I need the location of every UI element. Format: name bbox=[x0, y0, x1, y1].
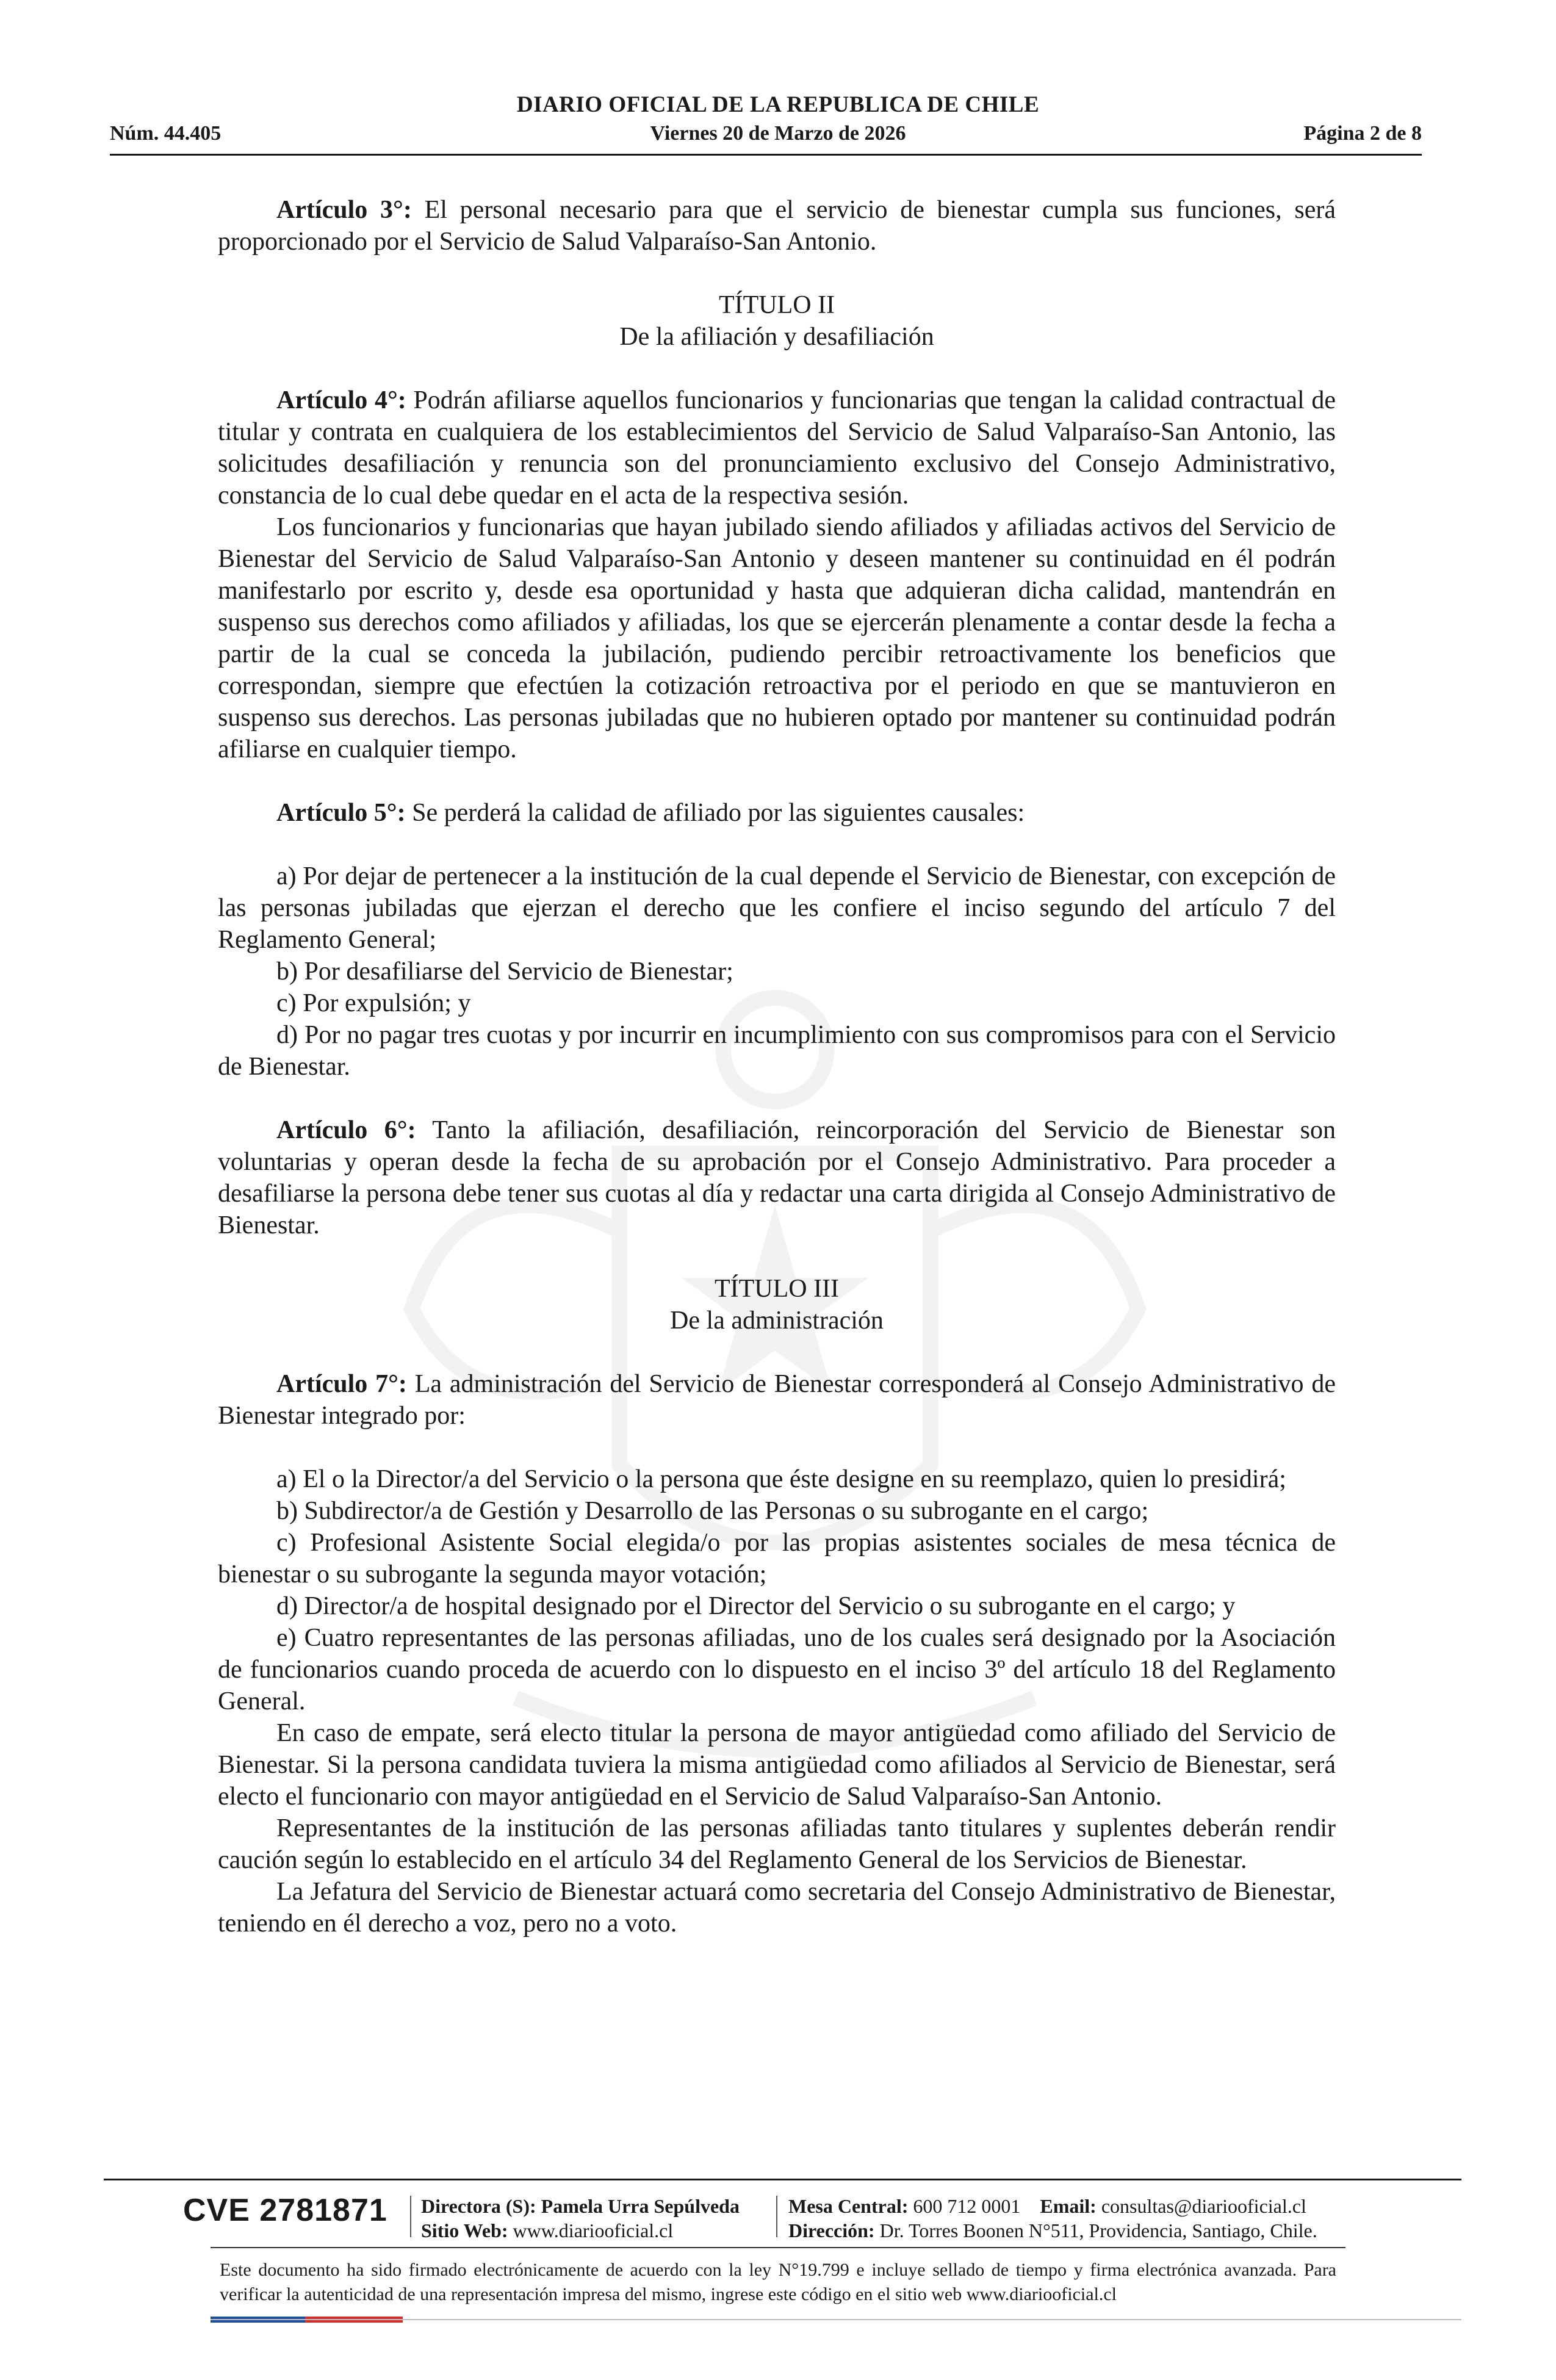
article-6-text: Tanto la afiliación, desafiliación, reincorporación del Servicio de Bienestar son voluntarias y operan desde la fecha de su aprobación por el Consejo Administrativo. Para proceder a desafiliarse la persona debe tener sus cuotas al día y redactar una carta dirigida al Consejo Administrativo de Bienestar. bbox=[218, 1116, 1336, 1239]
article-3 bbox=[218, 194, 1336, 258]
email-link[interactable]: consultas@diariooficial.cl bbox=[1101, 2195, 1306, 2217]
article-4 bbox=[218, 384, 1336, 511]
article-7-item-a: a) El o la Director/a del Servicio o la persona que éste designe en su reemplazo, quien lo presidirá; bbox=[276, 1465, 1286, 1493]
article-6 bbox=[218, 1114, 1336, 1241]
document-body bbox=[218, 194, 1336, 1939]
article-7-item-d: d) Director/a de hospital designado por el Director del Servicio o su subrogante en el cargo; y bbox=[276, 1592, 1236, 1620]
page-indicator: Página 2 de 8 bbox=[1303, 122, 1422, 145]
electronic-signature-note: Este documento ha sido firmado electrónicamente de acuerdo con la ley N°19.799 e incluye sellado de tiempo y firma electrónica avanzada. Para verificar la autenticidad de una representación impresa del mismo, ingrese este código en el sitio web www.diariooficial.cl bbox=[220, 2260, 1336, 2304]
issue-date: Viernes 20 de Marzo de 2026 bbox=[650, 122, 906, 145]
article-4-text: Podrán afiliarse aquellos funcionarios y funcionarias que tengan la calidad contractual de titular y contrata en cualquiera de los establecimientos del Servicio de Salud Valparaíso-San Antonio, las solicitudes desafiliación y renuncia son del pronunciamiento exclusivo del Consejo Administrativo, constancia de lo cual debe quedar en el acta de la respectiva sesión. bbox=[218, 386, 1336, 510]
footer-divider bbox=[104, 2179, 1461, 2180]
article-5-item-c: c) Por expulsión; y bbox=[276, 989, 471, 1017]
title-2-heading: TÍTULO II bbox=[718, 291, 835, 319]
footer-separator bbox=[776, 2196, 777, 2237]
website-link[interactable]: www.diariooficial.cl bbox=[513, 2220, 674, 2241]
article-7-label: Artículo 7°: bbox=[276, 1370, 407, 1398]
title-3-heading: TÍTULO III bbox=[714, 1275, 840, 1303]
article-5-item-b: b) Por desafiliarse del Servicio de Bienestar; bbox=[276, 957, 733, 986]
article-7 bbox=[218, 1368, 1336, 1432]
article-5-text: Se perderá la calidad de afiliado por las siguientes causales: bbox=[405, 799, 1025, 827]
mesa-central-label: Mesa Central: bbox=[788, 2195, 909, 2217]
address-value: Dr. Torres Boonen N°511, Providencia, Santiago, Chile. bbox=[879, 2220, 1317, 2241]
article-7-paragraph-4: La Jefatura del Servicio de Bienestar actuará como secretaria del Consejo Administrativo de Bienestar, teniendo en él derecho a voz, pero no a voto. bbox=[218, 1878, 1336, 1938]
article-7-paragraph-2: En caso de empate, será electo titular la persona de mayor antigüedad como afiliado del Servicio de Bienestar. Si la persona candidata tuviera la misma antigüedad como afiliados al Servicio de Bienestar, será electo el funcionario con mayor antigüedad en el Servicio de Salud Valparaíso-San Antonio. bbox=[218, 1719, 1336, 1811]
article-3-label: Artículo 3°: bbox=[276, 196, 412, 224]
article-5 bbox=[218, 797, 1336, 829]
email-label: Email: bbox=[1040, 2195, 1097, 2217]
title-3-subheading: De la administración bbox=[670, 1307, 884, 1335]
header-divider bbox=[110, 154, 1422, 156]
cve-code: CVE 2781871 bbox=[183, 2193, 387, 2228]
directora-label: Directora (S): bbox=[421, 2195, 536, 2217]
gazette-title: DIARIO OFICIAL DE LA REPUBLICA DE CHILE bbox=[516, 92, 1040, 117]
article-6-label: Artículo 6°: bbox=[276, 1116, 416, 1144]
footer-inner-divider bbox=[211, 2247, 1345, 2248]
footer-separator bbox=[410, 2196, 411, 2237]
article-7-item-e: e) Cuatro representantes de las personas afiliadas, uno de los cuales será designado por la Asociación de funcionarios cuando proceda de acuerdo con lo dispuesto en el inciso 3º del artículo 18 del Reglamento General. bbox=[218, 1624, 1336, 1715]
article-5-item-d: d) Por no pagar tres cuotas y por incurrir en incumplimiento con sus compromisos para con el Servicio de Bienestar. bbox=[218, 1021, 1336, 1081]
title-2-subheading: De la afiliación y desafiliación bbox=[619, 323, 934, 351]
mesa-central-phone: 600 712 0001 bbox=[913, 2195, 1021, 2217]
article-3-text: El personal necesario para que el servicio de bienestar cumpla sus funciones, será proporcionado por el Servicio de Salud Valparaíso-San Antonio. bbox=[218, 196, 1336, 256]
article-7-item-b: b) Subdirector/a de Gestión y Desarrollo de las Personas o su subrogante en el cargo; bbox=[276, 1497, 1149, 1525]
footer-contact-left bbox=[421, 2194, 740, 2243]
article-4-label: Artículo 4°: bbox=[276, 386, 406, 414]
footer-bottom-rule bbox=[211, 2319, 1461, 2320]
article-7-text: La administración del Servicio de Bienestar corresponderá al Consejo Administrativo de Bienestar integrado por: bbox=[218, 1370, 1336, 1430]
article-7-item-c: c) Profesional Asistente Social elegida/o por las propias asistentes sociales de mesa técnica de bienestar o su subrogante la segunda mayor votación; bbox=[218, 1529, 1336, 1588]
footer-contact-right bbox=[788, 2194, 1317, 2243]
issue-number: Núm. 44.405 bbox=[110, 122, 222, 145]
address-label: Dirección: bbox=[788, 2220, 875, 2241]
article-7-paragraph-3: Representantes de la institución de las personas afiliadas tanto titulares y suplentes deberán rendir caución según lo establecido en el artículo 34 del Reglamento General de los Servicios de Bienestar. bbox=[218, 1814, 1336, 1874]
directora-name: Pamela Urra Sepúlveda bbox=[541, 2195, 740, 2217]
website-label: Sitio Web: bbox=[421, 2220, 508, 2241]
article-5-item-a: a) Por dejar de pertenecer a la institución de la cual depende el Servicio de Bienestar, con excepción de las personas jubiladas que ejerzan el derecho que les confiere el inciso segundo del artículo 7 del Reglamento General; bbox=[218, 862, 1336, 954]
article-5-label: Artículo 5°: bbox=[276, 799, 406, 827]
article-4-paragraph-2: Los funcionarios y funcionarias que hayan jubilado siendo afiliados y afiliadas activos del Servicio de Bienestar del Servicio de Salud Valparaíso-San Antonio y deseen mantener su continuidad en él podrán manifestarlo por escrito y, desde esa oportunidad y hasta que adquieran dicha calidad, mantendrán en suspenso sus derechos como afiliados y afiliadas, los que se ejercerán plenamente a contar desde la fecha a partir de la cual se conceda la jubilación, pudiendo percibir retroactivamente los beneficios que correspondan, siempre que efectúen la cotización retroactiva por el periodo en que se mantuvieron en suspenso sus derechos. Las personas jubiladas que no hubieren optado por mantener su continuidad podrán afiliarse en cualquier tiempo. bbox=[218, 513, 1336, 763]
